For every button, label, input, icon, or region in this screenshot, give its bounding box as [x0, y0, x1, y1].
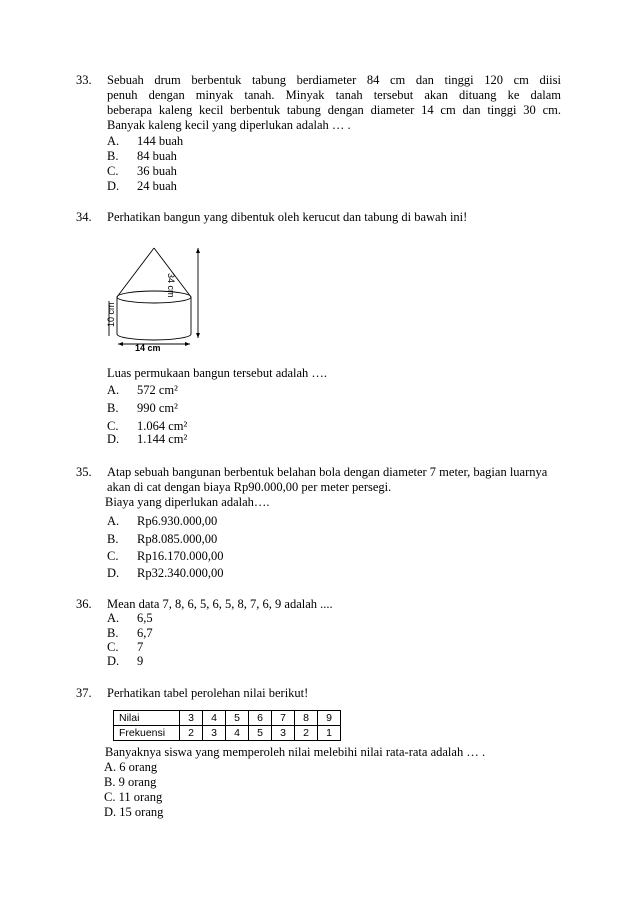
question-33-line-1: Sebuah drum berbentuk tabung berdiameter 84 cm dan tinggi 120 cm diisi	[107, 73, 561, 87]
table-cell: 5	[226, 711, 249, 726]
table-cell: 3	[203, 726, 226, 741]
q34-option-text: 1.144 cm²	[137, 432, 188, 446]
question-34-question: Luas permukaan bangun tersebut adalah ….	[107, 366, 328, 380]
q36-option-letter: A.	[107, 611, 120, 625]
table-row	[114, 711, 341, 726]
q33-option-letter: B.	[107, 149, 119, 163]
question-37-number: 37.	[76, 686, 92, 700]
table-cell: 3	[272, 726, 295, 741]
question-37-question: Banyaknya siswa yang memperoleh nilai melebihi nilai rata-rata adalah … .	[105, 745, 486, 759]
q35-option-letter: C.	[107, 549, 119, 563]
cone-cylinder-figure	[104, 240, 204, 356]
table-cell: 4	[226, 726, 249, 741]
question-36-number: 36.	[76, 597, 92, 611]
question-35-line-2: akan di cat dengan biaya Rp90.000,00 per meter persegi.	[107, 480, 392, 494]
question-33-line-2: penuh dengan minyak tanah. Minyak tanah tersebut akan dituang ke dalam	[107, 88, 561, 102]
table-row-label: Nilai	[114, 711, 180, 726]
table-cell: 2	[180, 726, 203, 741]
q35-option-letter: B.	[107, 532, 119, 546]
label-diameter: 14 cm	[135, 343, 161, 353]
question-36-text: Mean data 7, 8, 6, 5, 6, 5, 8, 7, 6, 9 adalah ....	[107, 597, 333, 611]
label-height-cylinder: 10 cm	[106, 302, 116, 327]
table-row	[114, 726, 341, 741]
question-35-line-3: Biaya yang diperlukan adalah….	[105, 495, 270, 509]
q36-option-text: 6,7	[137, 626, 153, 640]
question-37-text: Perhatikan tabel perolehan nilai berikut!	[107, 686, 309, 700]
table-row-label: Frekuensi	[114, 726, 180, 741]
q34-option-letter: A.	[107, 383, 120, 397]
table-cell: 7	[272, 711, 295, 726]
q37-option: B. 9 orang	[104, 775, 157, 789]
q33-option-text: 84 buah	[137, 149, 177, 163]
question-33-line-3: beberapa kaleng kecil berbentuk tabung dengan diameter 14 cm dan tinggi 30 cm.	[107, 103, 561, 117]
table-cell: 3	[180, 711, 203, 726]
score-table	[113, 710, 341, 741]
q34-option-text: 1.064 cm²	[137, 419, 188, 433]
question-35-number: 35.	[76, 465, 92, 479]
q37-option: A. 6 orang	[104, 760, 158, 774]
table-cell: 6	[249, 711, 272, 726]
q34-option-letter: D.	[107, 432, 120, 446]
question-35-line-1: Atap sebuah bangunan berbentuk belahan bola dengan diameter 7 meter, bagian luarnya	[107, 465, 548, 479]
table-cell: 1	[318, 726, 341, 741]
q35-option-text: Rp8.085.000,00	[137, 532, 218, 546]
question-34-number: 34.	[76, 210, 92, 224]
q36-option-letter: D.	[107, 654, 120, 668]
q34-option-letter: C.	[107, 419, 119, 433]
q35-option-letter: D.	[107, 566, 120, 580]
question-34-text: Perhatikan bangun yang dibentuk oleh kerucut dan tabung di bawah ini!	[107, 210, 468, 224]
table-cell: 9	[318, 711, 341, 726]
q33-option-text: 36 buah	[137, 164, 177, 178]
q35-option-text: Rp6.930.000,00	[137, 514, 218, 528]
q34-option-text: 990 cm²	[137, 401, 178, 415]
q33-option-text: 24 buah	[137, 179, 177, 193]
table-cell: 2	[295, 726, 318, 741]
table-cell: 5	[249, 726, 272, 741]
table-cell: 8	[295, 711, 318, 726]
q36-option-letter: C.	[107, 640, 119, 654]
q33-option-letter: C.	[107, 164, 119, 178]
question-33-line-4: Banyak kaleng kecil yang diperlukan adalah … .	[107, 118, 351, 132]
q33-option-letter: D.	[107, 179, 120, 193]
q36-option-text: 7	[137, 640, 144, 654]
q34-option-letter: B.	[107, 401, 119, 415]
q35-option-letter: A.	[107, 514, 120, 528]
q35-option-text: Rp32.340.000,00	[137, 566, 224, 580]
label-height-total: 34 cm	[166, 273, 176, 298]
q35-option-text: Rp16.170.000,00	[137, 549, 224, 563]
table-cell: 4	[203, 711, 226, 726]
q33-option-letter: A.	[107, 134, 120, 148]
q33-option-text: 144 buah	[137, 134, 184, 148]
q37-option: C. 11 orang	[104, 790, 163, 804]
question-33-number: 33.	[76, 73, 92, 87]
q37-option: D. 15 orang	[104, 805, 164, 819]
q36-option-text: 6,5	[137, 611, 153, 625]
q34-option-text: 572 cm²	[137, 383, 178, 397]
q36-option-text: 9	[137, 654, 144, 668]
q36-option-letter: B.	[107, 626, 119, 640]
